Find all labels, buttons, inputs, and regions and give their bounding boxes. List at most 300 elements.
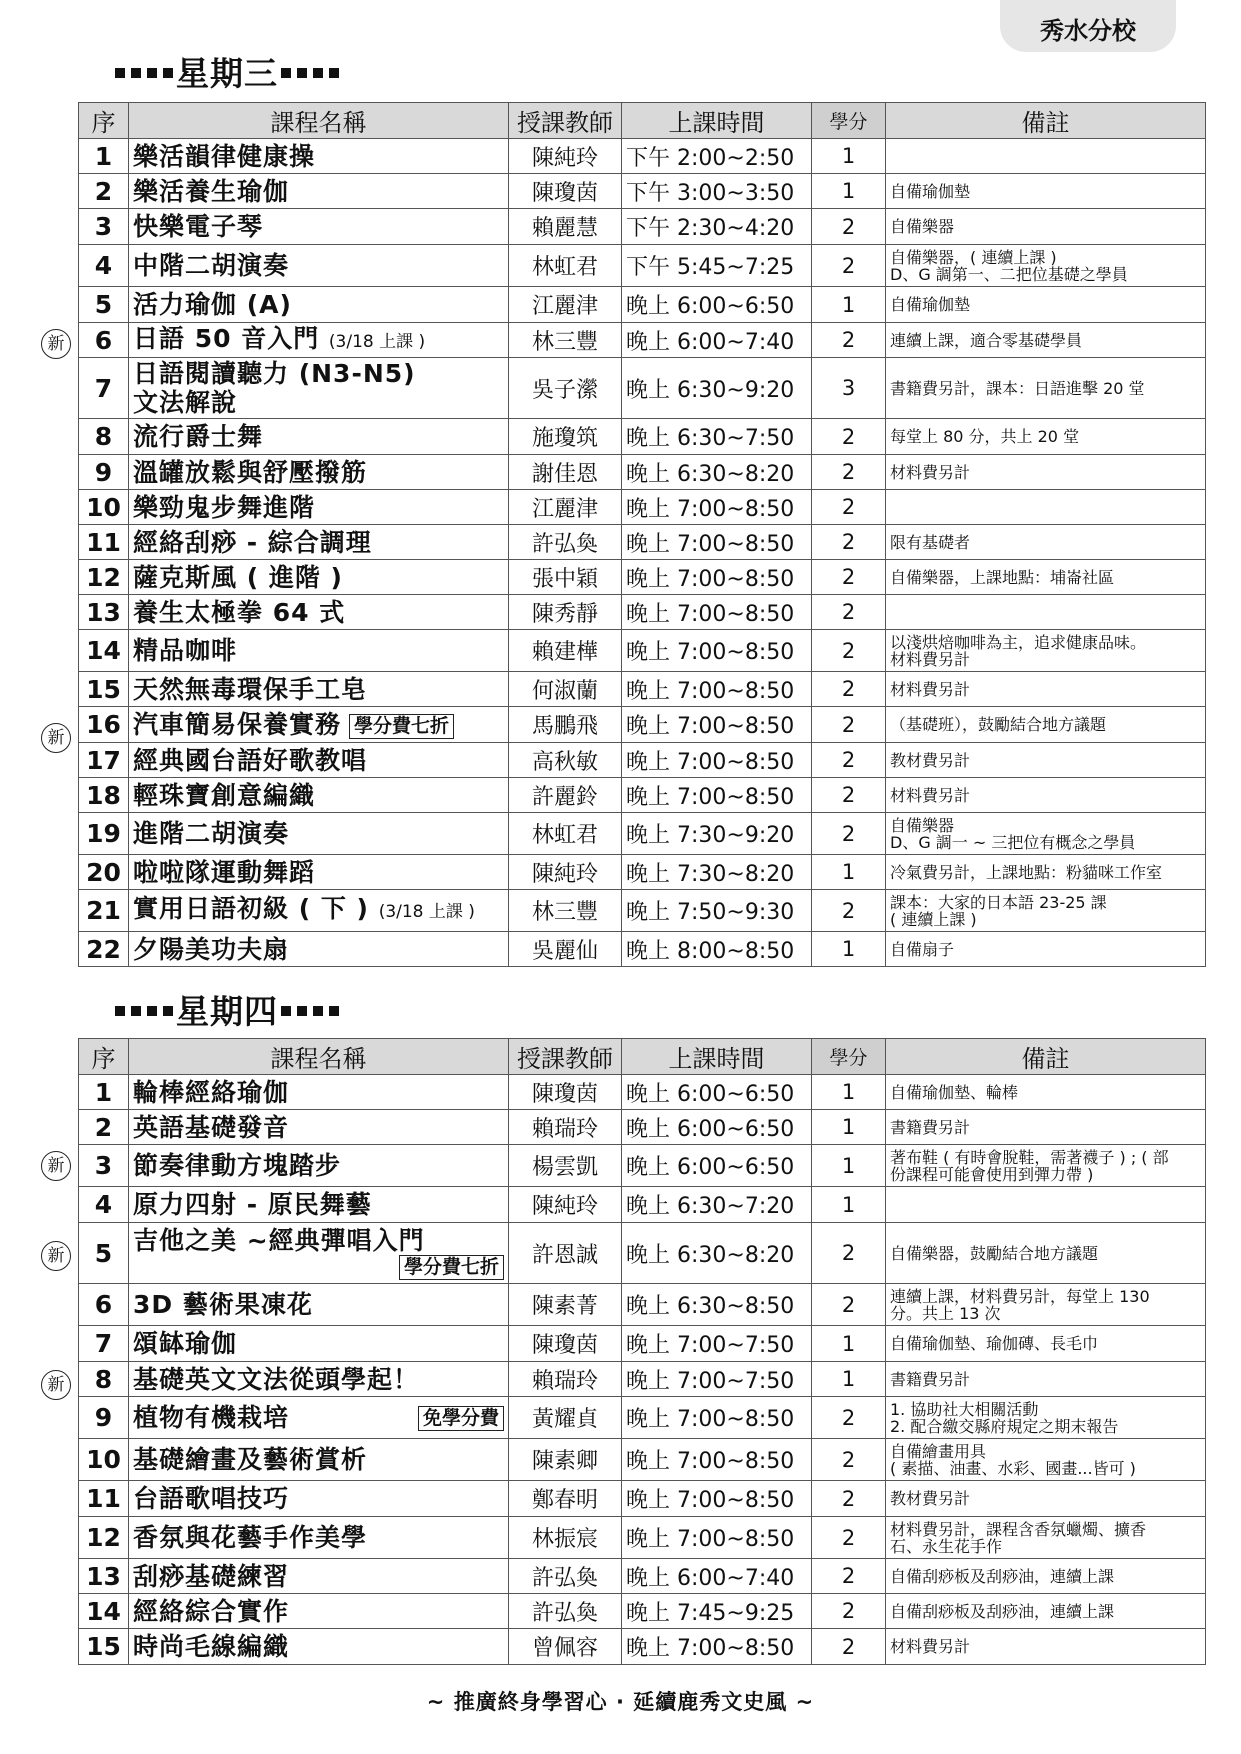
- credit-value: 2: [812, 813, 886, 855]
- fee-waiver-badge: 免學分費: [418, 1406, 504, 1431]
- course-name-cell: [129, 525, 509, 560]
- course-name-cell: [129, 630, 509, 672]
- table-row: [79, 743, 1206, 778]
- table-row: [79, 595, 1206, 630]
- row-seq: 4: [79, 1187, 129, 1223]
- row-seq: 1: [79, 1075, 129, 1110]
- row-seq: 15: [79, 672, 129, 707]
- credit-value: 2: [812, 245, 886, 287]
- row-seq: 11: [79, 1481, 129, 1517]
- class-time: 晚上 7:00~8:50: [622, 630, 812, 672]
- table-row: [79, 1397, 1206, 1439]
- teacher-name: 陳素卿: [509, 1439, 622, 1481]
- teacher-name: 鄭春明: [509, 1481, 622, 1517]
- course-name-cell: [129, 490, 509, 525]
- note-text: 教材費另計: [890, 750, 971, 770]
- teacher-name: 張中穎: [509, 560, 622, 595]
- table-row: [79, 358, 1206, 419]
- credit-value: 1: [812, 1362, 886, 1397]
- new-course-mark: 新: [41, 329, 71, 359]
- note-text-line2: 2. 配合繳交縣府規定之期末報告: [890, 1416, 1119, 1436]
- table-row: [79, 490, 1206, 525]
- course-name-cell: [129, 1145, 509, 1187]
- note-text: 自備瑜伽墊: [890, 295, 971, 314]
- note-text-line2: 分。共上 13 次: [890, 1303, 1001, 1323]
- course-name-cell: [129, 595, 509, 630]
- class-time: 晚上 7:00~8:50: [622, 490, 812, 525]
- course-name: 3D 藝術果凍花: [133, 1290, 313, 1319]
- course-name-cell: [129, 323, 509, 358]
- teacher-name: 江麗津: [509, 287, 622, 323]
- row-seq: 9: [79, 455, 129, 490]
- note-cell: [886, 1145, 1206, 1187]
- teacher-name: 許恩誠: [509, 1223, 622, 1284]
- note-cell: [886, 595, 1206, 630]
- course-name-cell: [129, 1559, 509, 1594]
- class-time: 晚上 6:00~6:50: [622, 1075, 812, 1110]
- class-time: 晚上 7:45~9:25: [622, 1594, 812, 1629]
- credit-value: 2: [812, 525, 886, 560]
- note-text-line2: D、G 調一 ~ 三把位有概念之學員: [890, 832, 1136, 852]
- row-seq: 6: [79, 1284, 129, 1326]
- teacher-name: 林虹君: [509, 813, 622, 855]
- table-row: [79, 1326, 1206, 1362]
- course-name-cell: [129, 1439, 509, 1481]
- credit-value: 2: [812, 1559, 886, 1594]
- row-seq: 7: [79, 1326, 129, 1362]
- class-time: 晚上 7:00~7:50: [622, 1362, 812, 1397]
- credit-value: 2: [812, 672, 886, 707]
- course-name: 英語基礎發音: [133, 1112, 290, 1142]
- course-name-cell: [129, 287, 509, 323]
- header-name: 課程名稱: [129, 103, 509, 139]
- table-row: [79, 1481, 1206, 1517]
- note-text: 課本：大家的日本語 23-25 課: [890, 892, 1107, 912]
- note-cell: [886, 419, 1206, 455]
- row-seq: 12: [79, 1517, 129, 1559]
- row-seq: 5: [79, 287, 129, 323]
- row-seq: 4: [79, 245, 129, 287]
- row-seq: 16: [79, 707, 129, 743]
- course-name: 活力瑜伽 (A): [133, 290, 292, 319]
- note-text-line2: D、G 調第一、二把位基礎之學員: [890, 264, 1128, 284]
- class-time: 晚上 6:00~7:40: [622, 323, 812, 358]
- note-text: 冷氣費另計，上課地點：粉貓咪工作室: [890, 862, 1163, 882]
- course-name-cell: [129, 1397, 509, 1439]
- note-cell: [886, 1517, 1206, 1559]
- note-cell: [886, 890, 1206, 932]
- course-name: 經絡刮痧 - 綜合調理: [133, 527, 372, 557]
- row-seq: 14: [79, 1594, 129, 1629]
- table-row: [79, 1439, 1206, 1481]
- note-cell: [886, 855, 1206, 890]
- teacher-name: 陳素菁: [509, 1284, 622, 1326]
- course-name-cell: [129, 174, 509, 209]
- section-title-wednesday: 星期三: [112, 52, 342, 96]
- note-cell: [886, 1187, 1206, 1223]
- note-text-line2: 材料費另計: [890, 649, 971, 669]
- credit-value: 2: [812, 419, 886, 455]
- class-time: 晚上 7:30~9:20: [622, 813, 812, 855]
- course-name-cell: [129, 1223, 509, 1284]
- course-name: 樂活韻律健康操: [133, 141, 316, 171]
- row-seq: 14: [79, 630, 129, 672]
- course-name: 薩克斯風 ( 進階 ): [133, 562, 343, 592]
- credit-value: 2: [812, 560, 886, 595]
- row-seq: 3: [79, 1145, 129, 1187]
- class-time: 晚上 7:00~7:50: [622, 1326, 812, 1362]
- row-seq: 8: [79, 419, 129, 455]
- class-time: 晚上 6:00~7:40: [622, 1559, 812, 1594]
- row-seq: 21: [79, 890, 129, 932]
- note-text: 書籍費另計: [890, 1369, 971, 1389]
- course-name-cell: [129, 1362, 509, 1397]
- header-note: 備註: [886, 1039, 1206, 1075]
- note-text: 教材費另計: [890, 1489, 971, 1508]
- credit-value: 1: [812, 287, 886, 323]
- note-cell: [886, 358, 1206, 419]
- note-text: 1. 協助社大相關活動: [890, 1399, 1039, 1419]
- teacher-name: 陳純玲: [509, 1187, 622, 1223]
- header-credit: 學分: [812, 1039, 886, 1075]
- note-text: 自備刮痧板及刮痧油，連續上課: [890, 1566, 1115, 1586]
- note-cell: [886, 455, 1206, 490]
- class-time: 下午 5:45~7:25: [622, 245, 812, 287]
- course-name-cell: [129, 1187, 509, 1223]
- note-cell: [886, 209, 1206, 245]
- note-text: 連續上課，適合零基礎學員: [890, 330, 1083, 350]
- note-cell: [886, 1110, 1206, 1145]
- credit-value: 2: [812, 1397, 886, 1439]
- teacher-name: 何淑蘭: [509, 672, 622, 707]
- note-text-line2: 石、永生花手作: [890, 1536, 1003, 1556]
- row-seq: 10: [79, 490, 129, 525]
- course-name: 快樂電子琴: [133, 212, 264, 241]
- table-row: [79, 1187, 1206, 1223]
- note-cell: [886, 139, 1206, 174]
- table-row: [79, 419, 1206, 455]
- discount-badge: 學分費七折: [349, 714, 454, 739]
- course-name: 流行爵士舞: [133, 422, 264, 451]
- course-name-cell: [129, 672, 509, 707]
- course-name: 進階二胡演奏: [133, 819, 290, 848]
- class-time: 晚上 8:00~8:50: [622, 932, 812, 967]
- note-cell: [886, 932, 1206, 967]
- note-text: 連續上課，材料費另計，每堂上 130: [890, 1286, 1150, 1306]
- note-cell: [886, 560, 1206, 595]
- new-course-mark: 新: [41, 1151, 71, 1181]
- note-text: 材料費另計: [890, 679, 971, 699]
- class-time: 下午 2:00~2:50: [622, 139, 812, 174]
- note-cell: [886, 525, 1206, 560]
- course-name: 輪棒經絡瑜伽: [133, 1077, 290, 1107]
- class-time: 下午 3:00~3:50: [622, 174, 812, 209]
- section-title-thursday: 星期四: [112, 990, 342, 1034]
- credit-value: 3: [812, 358, 886, 419]
- teacher-name: 曾佩容: [509, 1629, 622, 1665]
- note-text: 自備刮痧板及刮痧油，連續上課: [890, 1601, 1115, 1621]
- credit-value: 1: [812, 1326, 886, 1362]
- teacher-name: 陳瓊茵: [509, 174, 622, 209]
- note-text: 材料費另計，課程含香氛蠟燭、擴香: [890, 1519, 1147, 1539]
- table-row: [79, 287, 1206, 323]
- row-seq: 8: [79, 1362, 129, 1397]
- wednesday-course-table: [78, 102, 1206, 967]
- new-course-mark: 新: [41, 1370, 71, 1400]
- course-name: 吉他之美 ~經典彈唱入門: [133, 1226, 425, 1255]
- credit-value: 1: [812, 855, 886, 890]
- class-time: 晚上 6:30~9:20: [622, 358, 812, 419]
- table-row: [79, 525, 1206, 560]
- row-seq: 1: [79, 139, 129, 174]
- class-time: 晚上 7:30~8:20: [622, 855, 812, 890]
- table-row: [79, 1110, 1206, 1145]
- teacher-name: 施瓊筑: [509, 419, 622, 455]
- class-time: 晚上 7:00~8:50: [622, 1481, 812, 1517]
- table-row: [79, 245, 1206, 287]
- credit-value: 2: [812, 743, 886, 778]
- note-text: 自備瑜伽墊、輪棒: [890, 1082, 1019, 1102]
- table-row: [79, 209, 1206, 245]
- note-text: 書籍費另計: [890, 1117, 971, 1137]
- teacher-name: 許弘奐: [509, 1559, 622, 1594]
- table-row: [79, 707, 1206, 743]
- class-time: 晚上 6:30~8:20: [622, 1223, 812, 1284]
- note-cell: [886, 630, 1206, 672]
- class-time: 晚上 6:00~6:50: [622, 1145, 812, 1187]
- course-name: 日語閱讀聽力 (N3-N5): [133, 359, 416, 388]
- note-cell: [886, 813, 1206, 855]
- course-name: 時尚毛線編織: [133, 1632, 290, 1661]
- table-row: [79, 139, 1206, 174]
- course-name-line2: 文法解說: [133, 388, 238, 417]
- credit-value: 1: [812, 1187, 886, 1223]
- credit-value: 1: [812, 932, 886, 967]
- note-cell: [886, 287, 1206, 323]
- note-text: （基礎班），鼓勵結合地方議題: [890, 715, 1107, 734]
- class-time: 晚上 7:00~8:50: [622, 595, 812, 630]
- class-time: 晚上 6:30~8:20: [622, 455, 812, 490]
- row-seq: 15: [79, 1629, 129, 1665]
- row-seq: 13: [79, 1559, 129, 1594]
- credit-value: 2: [812, 707, 886, 743]
- class-time: 晚上 7:00~8:50: [622, 672, 812, 707]
- header-teacher: 授課教師: [509, 1039, 622, 1075]
- note-cell: [886, 1594, 1206, 1629]
- teacher-name: 陳瓊茵: [509, 1075, 622, 1110]
- course-name-cell: [129, 1629, 509, 1665]
- class-time: 晚上 6:30~7:20: [622, 1187, 812, 1223]
- note-cell: [886, 1223, 1206, 1284]
- credit-value: 2: [812, 1284, 886, 1326]
- course-name-cell: [129, 245, 509, 287]
- note-text: 以淺烘焙咖啡為主，追求健康品味。: [890, 632, 1147, 652]
- header-credit: 學分: [812, 103, 886, 139]
- course-name-cell: [129, 455, 509, 490]
- course-name: 養生太極拳 64 式: [133, 597, 346, 627]
- teacher-name: 高秋敏: [509, 743, 622, 778]
- course-name: 植物有機栽培: [133, 1403, 290, 1432]
- row-seq: 12: [79, 560, 129, 595]
- row-seq: 5: [79, 1223, 129, 1284]
- row-seq: 22: [79, 932, 129, 967]
- note-text: 自備樂器，鼓勵結合地方議題: [890, 1243, 1099, 1263]
- header-seq: 序: [79, 1039, 129, 1075]
- note-cell: [886, 707, 1206, 743]
- row-seq: 13: [79, 595, 129, 630]
- course-name: 夕陽美功夫扇: [133, 934, 290, 964]
- teacher-name: 吳麗仙: [509, 932, 622, 967]
- row-seq: 9: [79, 1397, 129, 1439]
- row-seq: 19: [79, 813, 129, 855]
- teacher-name: 吳子瀠: [509, 358, 622, 419]
- header-teacher: 授課教師: [509, 103, 622, 139]
- course-name-cell: [129, 707, 509, 743]
- table-row: [79, 813, 1206, 855]
- note-text: 自備樂器: [890, 815, 955, 835]
- table-row: [79, 455, 1206, 490]
- course-start-date: (3/18 上課 ): [378, 902, 475, 922]
- note-cell: [886, 490, 1206, 525]
- table-row: [79, 560, 1206, 595]
- course-name-cell: [129, 358, 509, 419]
- credit-value: 2: [812, 1223, 886, 1284]
- credit-value: 1: [812, 174, 886, 209]
- course-name: 溫罐放鬆與舒壓撥筋: [133, 457, 368, 487]
- course-name: 汽車簡易保養實務: [133, 710, 342, 739]
- course-name: 香氛與花藝手作美學: [133, 1523, 368, 1552]
- note-text: 自備瑜伽墊、瑜伽磚、長毛巾: [890, 1334, 1099, 1353]
- note-cell: [886, 1439, 1206, 1481]
- row-seq: 2: [79, 174, 129, 209]
- class-time: 晚上 7:50~9:30: [622, 890, 812, 932]
- course-name-cell: [129, 209, 509, 245]
- course-name: 基礎繪畫及藝術賞析: [133, 1445, 368, 1474]
- class-time: 晚上 6:30~7:50: [622, 419, 812, 455]
- course-name: 原力四射 - 原民舞藝: [133, 1190, 372, 1219]
- note-text: 材料費另計: [890, 785, 971, 805]
- course-name-cell: [129, 932, 509, 967]
- credit-value: 2: [812, 1517, 886, 1559]
- table-row: [79, 778, 1206, 813]
- note-text: 書籍費另計，課本：日語進擊 20 堂: [890, 378, 1145, 398]
- row-seq: 3: [79, 209, 129, 245]
- course-name: 啦啦隊運動舞蹈: [133, 857, 316, 887]
- credit-value: 2: [812, 595, 886, 630]
- header-note: 備註: [886, 103, 1206, 139]
- teacher-name: 賴瑞玲: [509, 1362, 622, 1397]
- credit-value: 2: [812, 1481, 886, 1517]
- row-seq: 7: [79, 358, 129, 419]
- class-time: 晚上 6:00~6:50: [622, 1110, 812, 1145]
- course-name-cell: [129, 419, 509, 455]
- note-cell: [886, 1481, 1206, 1517]
- course-name: 頌缽瑜伽: [133, 1329, 238, 1358]
- table-row: [79, 1223, 1206, 1284]
- footer-slogan: ~ 推廣終身學習心 · 延續鹿秀文史風 ~: [426, 1690, 815, 1714]
- note-text: 每堂上 80 分，共上 20 堂: [890, 427, 1080, 446]
- teacher-name: 林虹君: [509, 245, 622, 287]
- course-name-cell: [129, 1110, 509, 1145]
- header-time: 上課時間: [622, 103, 812, 139]
- course-name: 日語 50 音入門: [133, 323, 320, 353]
- teacher-name: 林振宸: [509, 1517, 622, 1559]
- credit-value: 2: [812, 1594, 886, 1629]
- note-cell: [886, 1284, 1206, 1326]
- course-name: 輕珠寶創意編織: [133, 780, 316, 810]
- table-row: [79, 1284, 1206, 1326]
- note-cell: [886, 778, 1206, 813]
- note-cell: [886, 1362, 1206, 1397]
- note-text: 自備繪畫用具: [890, 1441, 987, 1461]
- course-name: 樂勁鬼步舞進階: [133, 492, 316, 522]
- course-name-cell: [129, 1326, 509, 1362]
- table-row: [79, 174, 1206, 209]
- class-time: 下午 2:30~4:20: [622, 209, 812, 245]
- course-name-cell: [129, 855, 509, 890]
- note-text: 自備樂器: [890, 217, 955, 236]
- row-seq: 6: [79, 323, 129, 358]
- course-name: 節奏律動方塊踏步: [133, 1151, 342, 1180]
- teacher-name: 賴建樺: [509, 630, 622, 672]
- credit-value: 2: [812, 630, 886, 672]
- thursday-course-table: [78, 1038, 1206, 1665]
- row-seq: 11: [79, 525, 129, 560]
- class-time: 晚上 7:00~8:50: [622, 707, 812, 743]
- teacher-name: 林三豐: [509, 323, 622, 358]
- teacher-name: 陳純玲: [509, 855, 622, 890]
- row-seq: 18: [79, 778, 129, 813]
- header-row: [79, 103, 1206, 139]
- class-time: 晚上 7:00~8:50: [622, 1629, 812, 1665]
- class-time: 晚上 7:00~8:50: [622, 1517, 812, 1559]
- class-time: 晚上 7:00~8:50: [622, 560, 812, 595]
- course-name: 刮痧基礎練習: [133, 1561, 290, 1591]
- table-row: [79, 1559, 1206, 1594]
- course-name-cell: [129, 1481, 509, 1517]
- note-cell: [886, 1075, 1206, 1110]
- note-cell: [886, 174, 1206, 209]
- note-text-line2: 份課程可能會使用到彈力帶 ): [890, 1164, 1094, 1184]
- teacher-name: 黃耀貞: [509, 1397, 622, 1439]
- course-name-cell: [129, 890, 509, 932]
- new-course-mark: 新: [41, 723, 71, 753]
- teacher-name: 楊雲凱: [509, 1145, 622, 1187]
- class-time: 晚上 7:00~8:50: [622, 1439, 812, 1481]
- teacher-name: 許弘奐: [509, 1594, 622, 1629]
- table-row: [79, 1145, 1206, 1187]
- note-cell: [886, 1326, 1206, 1362]
- course-name-cell: [129, 139, 509, 174]
- teacher-name: 賴瑞玲: [509, 1110, 622, 1145]
- table-row: [79, 630, 1206, 672]
- note-text: 自備瑜伽墊: [890, 181, 971, 201]
- table-row: [79, 1517, 1206, 1559]
- course-name: 精品咖啡: [133, 636, 238, 665]
- table-row: [79, 323, 1206, 358]
- header-time: 上課時間: [622, 1039, 812, 1075]
- table-row: [79, 1594, 1206, 1629]
- course-name: 經絡綜合實作: [133, 1596, 290, 1626]
- course-name: 台語歌唱技巧: [133, 1484, 290, 1513]
- note-text: 著布鞋 ( 有時會脫鞋，需著襪子 ) ; ( 部: [890, 1147, 1169, 1167]
- teacher-name: 林三豐: [509, 890, 622, 932]
- note-text: 材料費另計: [890, 462, 971, 482]
- note-text: 自備扇子: [890, 939, 955, 959]
- class-time: 晚上 7:00~8:50: [622, 743, 812, 778]
- credit-value: 1: [812, 1110, 886, 1145]
- table-row: [79, 1362, 1206, 1397]
